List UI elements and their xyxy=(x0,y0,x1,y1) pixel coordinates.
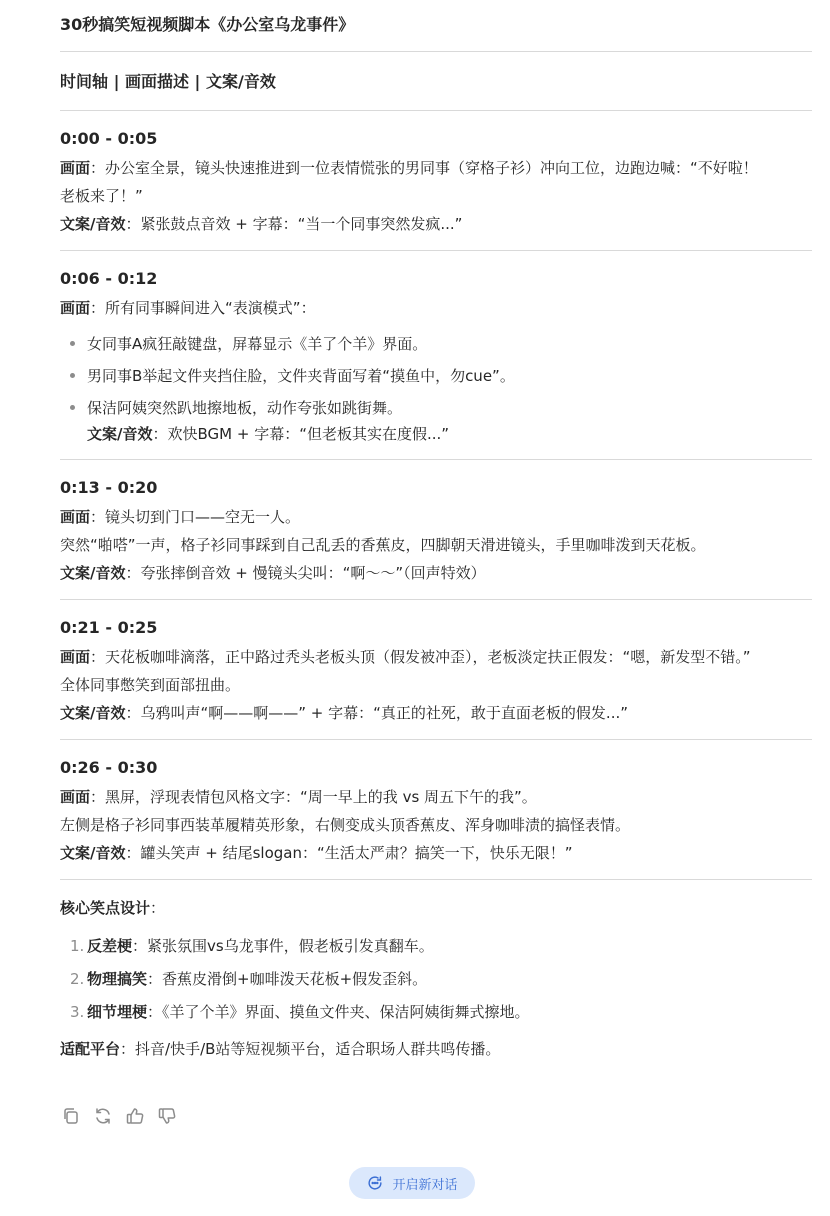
divider xyxy=(60,879,812,880)
copy-icon[interactable] xyxy=(60,1105,82,1127)
scene-text-cont: 左侧是格子衫同事西装革履精英形象，右侧变成头顶香蕉皮、浑身咖啡渍的搞怪表情。 xyxy=(60,816,631,834)
divider xyxy=(60,599,812,600)
copy-text: 罐头笑声 + 结尾slogan：“生活太严肃？搞笑一下，快乐无限！” xyxy=(140,844,573,862)
divider xyxy=(60,459,812,460)
scene-text: 镜头切到门口——空无一人。 xyxy=(105,508,301,526)
platform-line: 适配平台：抖音/快手/B站等短视频平台，适合职场人群共鸣传播。 xyxy=(60,1040,501,1058)
segment-0-26: 0:26 - 0:30 画面：黑屏，浮现表情包风格文字：“周一早上的我 vs 周五下午的我”。 左侧是格子衫同事西装革履精英形象，右侧变成头顶香蕉皮、浑身咖啡渍的搞怪表情。 文案/音效：罐头笑声 + 结尾slogan：“生活太严肃？搞笑一下，快乐无限！” xyxy=(60,757,812,867)
thumbs-down-icon[interactable] xyxy=(156,1105,178,1127)
copy-text: 夸张摔倒音效 + 慢镜头尖叫：“啊～～”（回声特效） xyxy=(140,564,486,582)
copy-label: 文案/音效 xyxy=(60,704,126,722)
list-item: 保洁阿姨突然趴地擦地板，动作夸张如跳街舞。 文案/音效：欢快BGM + 字幕：“但老板其实在度假...” xyxy=(70,392,812,447)
scene-label: 画面 xyxy=(60,299,91,317)
copy-label: 文案/音效 xyxy=(60,564,126,582)
thumbs-up-icon[interactable] xyxy=(124,1105,146,1127)
list-item: 3. 细节埋梗：《羊了个羊》界面、摸鱼文件夹、保洁阿姨街舞式擦地。 xyxy=(70,1003,530,1021)
copy-label: 文案/音效 xyxy=(60,844,126,862)
bullet-dot-icon xyxy=(70,405,75,410)
regenerate-icon[interactable] xyxy=(92,1105,114,1127)
scene-bullet-list xyxy=(60,328,812,447)
list-item: 男同事B举起文件夹挡住脸，文件夹背面写着“摸鱼中，勿cue”。 xyxy=(70,360,812,392)
divider xyxy=(60,250,812,251)
copy-text: 欢快BGM + 字幕：“但老板其实在度假...” xyxy=(167,425,450,443)
divider xyxy=(60,739,812,740)
copy-label: 文案/音效 xyxy=(60,215,126,233)
divider xyxy=(60,51,812,52)
scene-label: 画面 xyxy=(60,788,91,806)
segment-time: 0:21 - 0:25 xyxy=(60,618,158,637)
scene-label: 画面 xyxy=(60,648,91,666)
scene-text-cont: 老板来了！” xyxy=(60,187,143,205)
copy-text: 乌鸦叫声“啊——啊——” + 字幕：“真正的社死，敢于直面老板的假发...” xyxy=(140,704,628,722)
new-chat-icon xyxy=(366,1174,384,1192)
divider xyxy=(60,110,812,111)
list-item: 女同事A疯狂敲键盘，屏幕显示《羊了个羊》界面。 xyxy=(70,328,812,360)
segment-0-00: 0:00 - 0:05 画面：办公室全景，镜头快速推进到一位表情慌张的男同事（穿格子衫）冲向工位，边跑边喊：“不好啦！ 老板来了！” 文案/音效：紧张鼓点音效 + 字幕：“当一个同事突然发疯...” xyxy=(60,128,812,238)
message-content xyxy=(60,0,812,1063)
copy-text: 紧张鼓点音效 + 字幕：“当一个同事突然发疯...” xyxy=(140,215,463,233)
bullet-dot-icon xyxy=(70,341,75,346)
scene-label: 画面 xyxy=(60,508,91,526)
list-item: 2. 物理搞笑：香蕉皮滑倒+咖啡泼天花板+假发歪斜。 xyxy=(70,970,428,988)
new-chat-label: 开启新对话 xyxy=(392,1177,458,1193)
bullet-dot-icon xyxy=(70,373,75,378)
scene-text-cont: 全体同事憋笑到面部扭曲。 xyxy=(60,676,241,694)
segment-time: 0:06 - 0:12 xyxy=(60,269,158,288)
new-chat-button[interactable] xyxy=(349,1167,475,1199)
segment-0-21: 0:21 - 0:25 画面：天花板咖啡滴落，正中路过秃头老板头顶（假发被冲歪），老板淡定扶正假发：“嗯，新发型不错。” 全体同事憋笑到面部扭曲。 文案/音效：乌鸦叫声“啊——啊——” + 字幕：“真正的社死，敢于直面老板的假发...” xyxy=(60,617,812,727)
segment-time: 0:00 - 0:05 xyxy=(60,129,158,148)
segment-0-13: 0:13 - 0:20 画面：镜头切到门口——空无一人。 突然“啪嗒”一声，格子衫同事踩到自己乱丢的香蕉皮，四脚朝天滑进镜头，手里咖啡泼到天花板。 文案/音效：夸张摔倒音效 + 慢镜头尖叫：“啊～～”（回声特效） xyxy=(60,477,812,587)
segment-time: 0:26 - 0:30 xyxy=(60,758,158,777)
list-item: 1. 反差梗：紧张氛围vs乌龙事件，假老板引发真翻车。 xyxy=(70,937,434,955)
scene-text: 办公室全景，镜头快速推进到一位表情慌张的男同事（穿格子衫）冲向工位，边跑边喊：“不好啦！ xyxy=(105,159,758,177)
scene-label: 画面 xyxy=(60,159,91,177)
script-title: 30秒搞笑短视频脚本《办公室乌龙事件》 xyxy=(60,15,355,34)
copy-label: 文案/音效 xyxy=(87,425,153,443)
scene-text: 所有同事瞬间进入“表演模式”： xyxy=(105,299,316,317)
scene-text: 天花板咖啡滴落，正中路过秃头老板头顶（假发被冲歪），老板淡定扶正假发：“嗯，新发型不错。” xyxy=(105,648,751,666)
core-points-list xyxy=(60,930,812,1029)
scene-text-cont: 突然“啪嗒”一声，格子衫同事踩到自己乱丢的香蕉皮，四脚朝天滑进镜头，手里咖啡泼到天花板。 xyxy=(60,536,706,554)
scene-text: 黑屏，浮现表情包风格文字：“周一早上的我 vs 周五下午的我”。 xyxy=(105,788,537,806)
message-actions xyxy=(60,1105,188,1127)
core-heading: 核心笑点设计： xyxy=(60,899,166,917)
table-header: 时间轴 | 画面描述 | 文案/音效 xyxy=(60,72,276,91)
segment-time: 0:13 - 0:20 xyxy=(60,478,158,497)
segment-0-06: 0:06 - 0:12 画面：所有同事瞬间进入“表演模式”： 女同事A疯狂敲键盘，屏幕显示《羊了个羊》界面。 男同事B举起文件夹挡住脸，文件夹背面写着“摸鱼中，勿cue”。 保洁阿姨突然趴地擦地板，动作夸张如跳街舞。 文案/音效：欢快BGM + 字幕：“但老板其实在度假...” xyxy=(60,268,812,447)
